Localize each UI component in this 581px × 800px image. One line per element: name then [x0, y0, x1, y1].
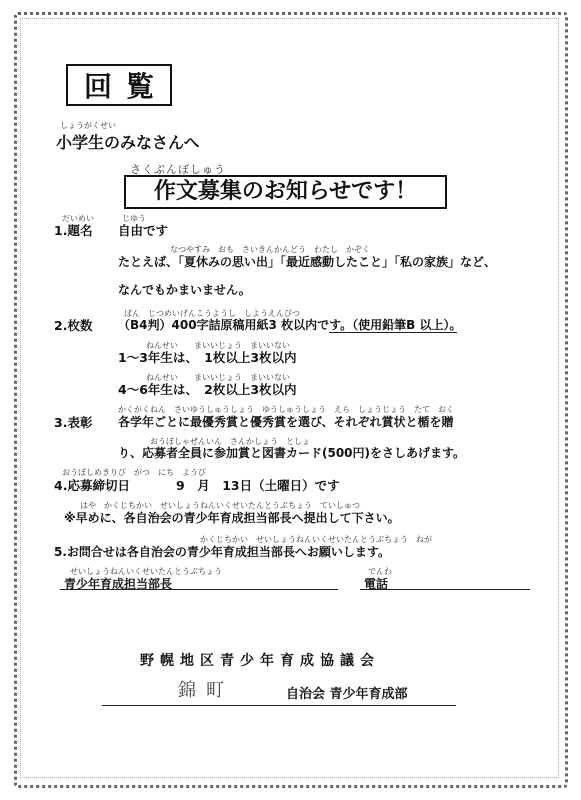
deadline-label: 4.応募締切日 [54, 478, 130, 493]
ruby-contact: かくじちかい せいしょうねんいくせいたんとうぶちょう ねが [200, 535, 432, 544]
example-line: たとえば、「夏休みの思い出」「最近感動したこと」「私の家族」など、 [118, 255, 497, 269]
example-line-2: なんでもかまいません。 [118, 283, 251, 297]
ruby-note: はや かくじちかい せいしょうねんいくせいたんとうぶちょう ていしゅつ [80, 501, 360, 510]
deadline-value: 9 月 13日（土曜日）です [176, 478, 340, 493]
dept-name: 自治会 青少年育成部 [286, 687, 408, 702]
ruby-grade1: ねんせい まいいじょう まいいない [146, 341, 290, 350]
award-line-2: り、応募者全員に参加賞と図書カード(500円)をさしあげます。 [118, 446, 466, 460]
submission-note: ※早めに、各自治会の青少年育成担当部長へ提出して下さい。 [64, 511, 400, 525]
handwritten-town: 錦町 [178, 680, 234, 701]
award-label: 3.表彰 [54, 415, 93, 430]
banner-title: 作文募集のお知らせです！ [124, 175, 447, 209]
ruby-grade2: ねんせい まいいじょう まいいない [146, 373, 290, 382]
org-underline [102, 705, 456, 706]
count-value: （B4判）400字詰原稿用紙3 枚以内です。（使用鉛筆B 以上）。 [118, 318, 462, 332]
ruby-officer: せいしょうねんいくせいたんとうぶちょう [70, 567, 222, 576]
count-label: 2.枚数 [54, 318, 93, 333]
ruby-deadline: おうぼしめきりび がつ にち ようび [62, 468, 206, 477]
title-label: 1.題名 [54, 223, 93, 238]
ruby-shougakusei: しょうがくせい [60, 121, 116, 130]
contact-line: 5.お問合せは各自治会の青少年育成担当部長へお願いします。 [54, 545, 390, 559]
officer-line [60, 589, 338, 590]
greeting-heading: 小学生のみなさんへ [56, 133, 200, 152]
ruby-title: だいめい [62, 214, 94, 223]
ruby-count: ばん じつめいげんこうようし しようえんぴつ [124, 309, 300, 318]
grade2-line: 4～6年生は、 2枚以上3枚以内 [118, 382, 297, 397]
phone-line [360, 589, 530, 590]
council-name: 野幌地区青少年育成協議会 [140, 653, 380, 669]
officer-label: 青少年育成担当部長 [64, 577, 173, 591]
grade1-line: 1～3年生は、 1枚以上3枚以内 [118, 350, 297, 365]
ruby-award: かくがくねん さいゆうしゅうしょう ゆうしゅうしょう えら しょうじょう たて おく [118, 405, 454, 414]
count-underline [329, 332, 457, 333]
ruby-sakubun: さくぶんぼしゅう [130, 163, 226, 176]
phone-label: 電話 [364, 577, 389, 591]
award-line-1: 各学年ごとに最優秀賞と優秀賞を選び、それぞれ賞状と楯を贈 [118, 415, 454, 429]
kairan-box: 回覧 [66, 64, 172, 106]
title-value: 自由です [118, 223, 169, 238]
ruby-phone: でんわ [368, 567, 392, 576]
ruby-title-value: じゆう [122, 214, 146, 223]
ruby-example: なつやすみ おも さいきんかんどう わたし かぞく [170, 245, 370, 254]
ruby-award-2: おうぼしゃぜんいん さんかしょう としょ [150, 437, 310, 446]
